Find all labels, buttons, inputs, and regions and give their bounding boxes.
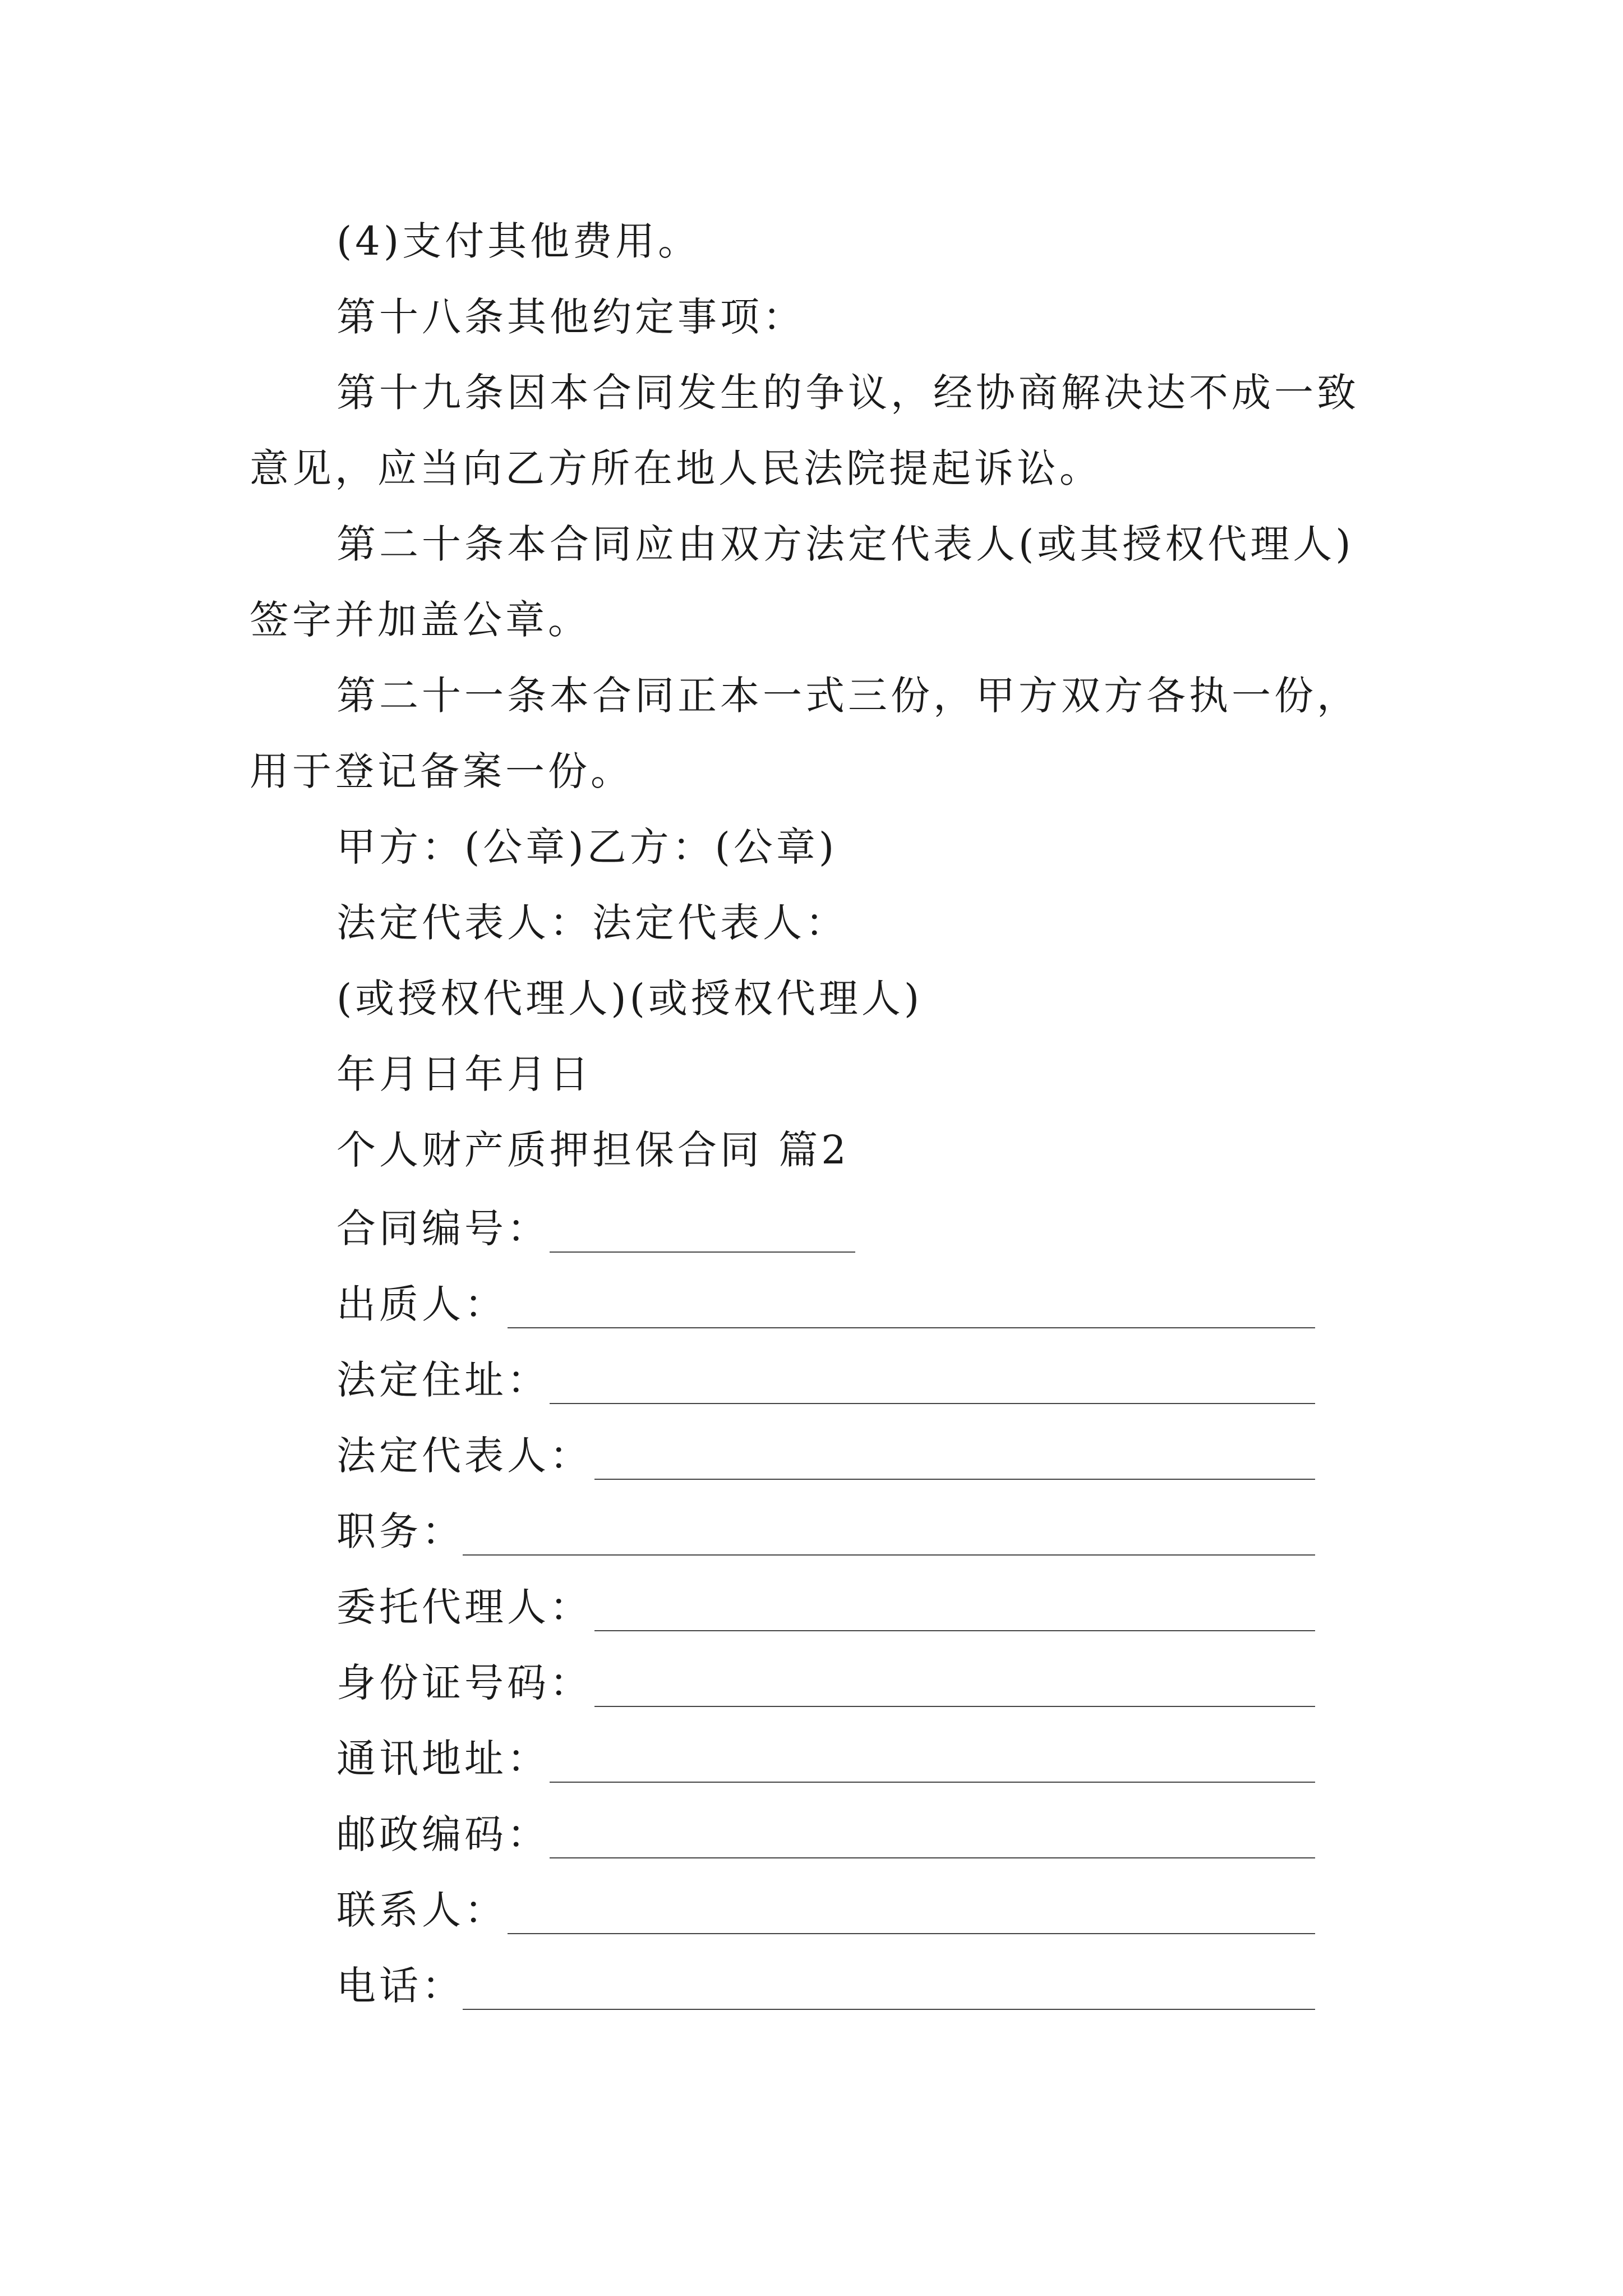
- article-19-line-2: 意见，应当向乙方所在地人民法院提起诉讼。: [250, 445, 1102, 491]
- article-20-line-2: 签字并加盖公章。: [250, 597, 591, 643]
- field-legal-representative: [336, 1430, 1315, 1479]
- field-contract-number: [336, 1203, 855, 1251]
- field-id-number: [336, 1658, 1315, 1706]
- field-position: [336, 1506, 1315, 1554]
- field-label: 法定住址：: [336, 1357, 550, 1403]
- field-label: 出质人：: [336, 1281, 507, 1327]
- blank-underline: [508, 1933, 1315, 1934]
- date-line: 年月日年月日: [336, 1051, 592, 1097]
- paragraph-item-4: (4)支付其他费用。: [336, 218, 701, 264]
- blank-underline: [463, 2009, 1315, 2010]
- legal-rep-line: 法定代表人：法定代表人：: [336, 900, 848, 946]
- field-label: 身份证号码：: [336, 1660, 592, 1706]
- contract-title-part-2: 个人财产质押担保合同 篇2: [336, 1127, 850, 1173]
- article-18-heading: 第十八条其他约定事项：: [336, 294, 805, 340]
- field-telephone: [336, 1961, 1315, 2009]
- blank-underline: [463, 1554, 1315, 1556]
- field-label: 法定代表人：: [336, 1433, 592, 1479]
- field-label: 通讯地址：: [336, 1736, 550, 1782]
- field-entrusted-agent: [336, 1582, 1315, 1630]
- field-label: 电话：: [336, 1963, 464, 2009]
- field-contact-person: [336, 1885, 1315, 1933]
- field-label: 联系人：: [336, 1887, 507, 1933]
- field-label: 合同编号：: [336, 1205, 550, 1251]
- field-postal-code: [336, 1809, 1315, 1857]
- article-21-line-1: 第二十一条本合同正本一式三份，甲方双方各执一份，: [336, 673, 1359, 719]
- article-19-line-1: 第十九条因本合同发生的争议，经协商解决达不成一致: [336, 370, 1359, 416]
- blank-underline: [508, 1327, 1315, 1328]
- blank-underline: [550, 1251, 855, 1253]
- article-21-line-2: 用于登记备案一份。: [250, 748, 633, 794]
- field-pledgor: [336, 1279, 1315, 1327]
- field-legal-address: [336, 1355, 1315, 1403]
- field-label: 邮政编码：: [336, 1811, 550, 1857]
- party-seal-line: 甲方：(公章)乙方：(公章): [336, 824, 838, 870]
- blank-underline: [550, 1403, 1315, 1404]
- article-20-line-1: 第二十条本合同应由双方法定代表人(或其授权代理人): [336, 521, 1354, 567]
- blank-underline: [594, 1706, 1315, 1707]
- field-label: 委托代理人：: [336, 1584, 592, 1630]
- blank-underline: [594, 1630, 1315, 1631]
- blank-underline: [550, 1782, 1315, 1783]
- field-mailing-address: [336, 1733, 1315, 1782]
- blank-underline: [594, 1479, 1315, 1480]
- authorized-agent-line: (或授权代理人)(或授权代理人): [336, 976, 923, 1022]
- field-label: 职务：: [336, 1508, 464, 1554]
- blank-underline: [550, 1857, 1315, 1858]
